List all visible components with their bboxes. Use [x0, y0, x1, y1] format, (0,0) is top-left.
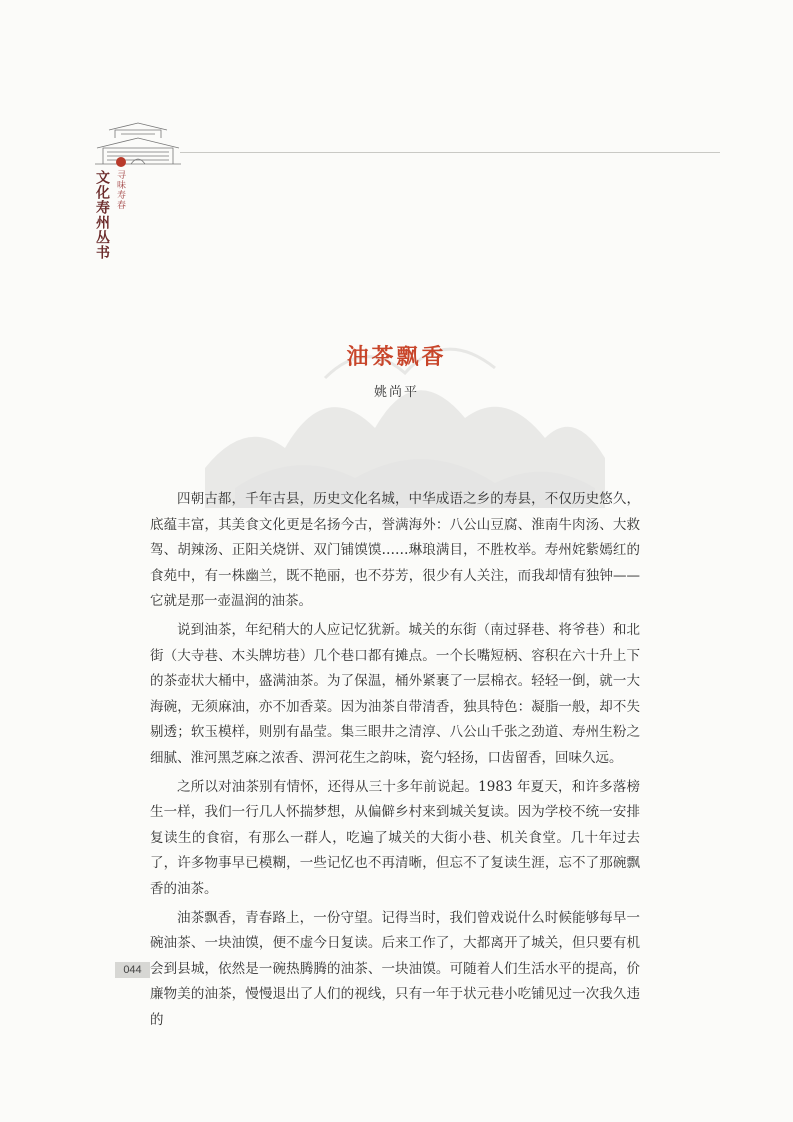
article-title: 油茶飘香	[346, 344, 447, 370]
series-seal-icon	[116, 157, 126, 167]
series-brand: 文化寿州丛书	[94, 170, 110, 260]
paragraph: 之所以对油茶别有情怀，还得从三十多年前说起。1983 年夏天，和许多落榜生一样，我们一行几人怀揣梦想，从偏僻乡村来到城关复读。因为学校不统一安排复读生的食宿，有那么一群人，吃遍了城关的大街小巷、机关食堂。几十年过去了，许多物事早已模糊，一些记忆也不再清晰，但忘不了复读生涯，忘不了那碗飘香的油茶。	[150, 778, 640, 897]
series-subtitle: 寻味寿春	[115, 170, 125, 210]
paragraph: 四朝古都，千年古县，历史文化名城，中华成语之乡的寿县，不仅历史悠久，底蕴丰富，其美食文化更是名扬今古，誉满海外：八公山豆腐、淮南牛肉汤、大救驾、胡辣汤、正阳关烧饼、双门铺馍馍……琳琅满目，不胜枚举。寿州姹紫嫣红的食苑中，有一株幽兰，既不艳丽，也不芬芳，很少有人关注，而我却情有独钟——它就是那一壶温润的油茶。	[150, 491, 640, 610]
article-body	[150, 487, 640, 1036]
paragraph: 说到油茶，年纪稍大的人应记忆犹新。城关的东街（南过驿巷、将爷巷）和北街（大寺巷、木头牌坊巷）几个巷口都有摊点。一个长嘴短柄、容积在六十升上下的茶壶状大桶中，盛满油茶。为了保温，桶外紧裹了一层棉衣。轻轻一倒，就一大海碗，无须麻油，亦不加香菜。因为油茶自带清香，独具特色：凝脂一般，却不失剔透；软玉模样，则别有晶莹。集三眼井之清淳、八公山千张之劲道、寿州生粉之细腻、淮河黑芝麻之浓香、淠河花生之韵味，瓷勺轻扬，口齿留香，回味久远。	[150, 621, 640, 766]
article-author: 姚尚平	[373, 385, 419, 400]
header-rule	[180, 152, 720, 153]
gate-tower-illustration	[93, 120, 183, 166]
page-number: 044	[115, 962, 150, 978]
paragraph: 油茶飘香，青春路上，一份守望。记得当时，我们曾戏说什么时候能够每早一碗油茶、一块油馍，便不虚今日复读。后来工作了，大都离开了城关，但只要有机会到县城，依然是一碗热腾腾的油茶、一块油馍。可随着人们生活水平的提高，价廉物美的油茶，慢慢退出了人们的视线，只有一年于状元巷小吃铺见过一次我久违的	[150, 909, 640, 1028]
